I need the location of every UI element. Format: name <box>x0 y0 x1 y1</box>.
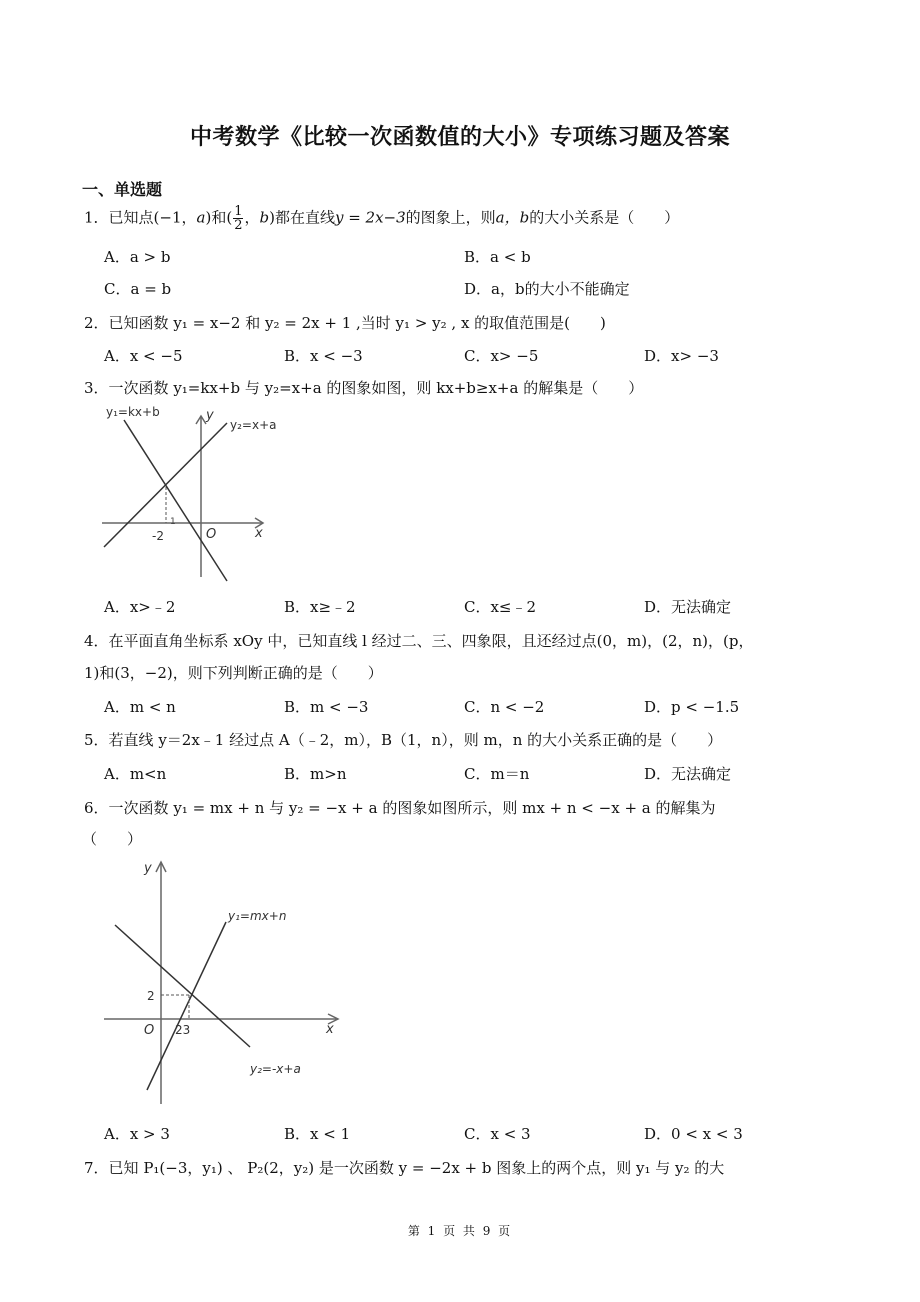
q2-option-c: C．x> −5 <box>464 347 539 365</box>
q4-stem-line2: 1)和(3，−2)，则下列判断正确的是（ ） <box>84 664 383 682</box>
label-x: x <box>326 1022 334 1037</box>
q2-stem: 已知函数 y₁ = x−2 和 y₂ = 2x + 1 ,当时 y₁ > y₂ , x 的取值范围是( ) <box>108 314 606 332</box>
label-23: 23 <box>175 1023 191 1037</box>
svg-text:1: 1 <box>170 517 176 527</box>
q4-option-c: C．n < −2 <box>464 698 545 716</box>
q6-option-b: B．x < 1 <box>284 1125 351 1143</box>
q2-option-a: A．x < −5 <box>104 347 183 365</box>
q1-var-a: a <box>196 208 206 227</box>
q3-option-b: B．x≥﹣2 <box>284 598 356 616</box>
q4-stem-line1: 在平面直角坐标系 xOy 中，已知直线 l 经过二、三、四象限，且还经过点(0，m)，(2，n)，(p， <box>108 632 754 650</box>
q7-stem: 已知 P₁(−3，y₁) 、 P₂(2，y₂) 是一次函数 y = −2x + b 图象上的两个点，则 y₁ 与 y₂ 的大 <box>108 1159 725 1177</box>
label-y2: y₂=-x+a <box>250 1062 301 1076</box>
q3-option-d: D．无法确定 <box>644 598 732 616</box>
q3-option-c: C．x≤﹣2 <box>464 598 537 616</box>
line-y1 <box>124 420 227 581</box>
q1-stem-f: 的大小关系是（ ） <box>529 208 680 227</box>
label-y2: y₂=x+a <box>230 418 277 432</box>
label-2: 2 <box>147 989 155 1003</box>
q1-option-b: B．a < b <box>464 248 531 266</box>
q4-option-a: A．m < n <box>104 698 176 716</box>
label-origin: O <box>206 527 217 542</box>
question-number: 3． <box>84 379 109 397</box>
page-title: 中考数学《比较一次函数值的大小》专项练习题及答案 <box>189 125 730 150</box>
label-origin: O <box>144 1023 155 1038</box>
q5-option-c: C．m＝n <box>464 765 530 783</box>
q3-option-a: A．x>﹣2 <box>104 598 176 616</box>
question-number: 5． <box>84 731 109 749</box>
question-5 <box>84 729 722 750</box>
question-6 <box>84 797 716 818</box>
q1-option-c: C．a = b <box>104 280 172 298</box>
line-y1 <box>147 922 226 1090</box>
q2-option-d: D．x> −3 <box>644 347 719 365</box>
q6-stem-line2: （ ） <box>82 830 143 848</box>
question-3 <box>84 377 643 398</box>
label-y: y <box>144 861 152 876</box>
q5-option-d: D．无法确定 <box>644 765 732 783</box>
question-number: 7． <box>84 1159 109 1177</box>
label-neg2: -2 <box>152 529 164 543</box>
q1-option-d: D．a，b的大小不能确定 <box>464 280 630 298</box>
question-number: 6． <box>84 799 109 817</box>
question-7 <box>84 1157 724 1178</box>
q1-stem-d: )都在直线 <box>269 208 335 227</box>
q6-option-c: C．x < 3 <box>464 1125 531 1143</box>
question-4 <box>84 630 754 651</box>
label-y1: y₁=mx+n <box>228 909 287 923</box>
q5-stem: 若直线 y＝2x﹣1 经过点 A（﹣2，m），B（1，n），则 m，n 的大小关系正确的是（ ） <box>108 731 723 749</box>
question-1 <box>84 205 679 232</box>
q4-option-b: B．m < −3 <box>284 698 369 716</box>
section-heading: 一、单选题 <box>82 180 163 199</box>
question-2 <box>84 312 606 333</box>
q6-option-a: A．x > 3 <box>104 1125 170 1143</box>
question-number: 1． <box>84 208 109 227</box>
page-footer: 第 1 页 共 9 页 <box>407 1224 513 1238</box>
q4-option-d: D．p < −1.5 <box>644 698 740 716</box>
q1-fraction: $\frac{1}{2}$ <box>234 204 243 233</box>
q6-option-d: D．0 < x < 3 <box>644 1125 743 1143</box>
q1-stem-a: 已知点(−1， <box>108 208 197 227</box>
question-number: 2． <box>84 314 109 332</box>
q1-var-b: b <box>259 208 270 227</box>
q1-line: y = 2x−3 <box>334 208 406 227</box>
q1-stem-b: )和( <box>205 208 233 227</box>
q2-option-b: B．x < −3 <box>284 347 363 365</box>
label-y: y <box>206 408 214 423</box>
question-number: 4． <box>84 632 109 650</box>
q1-vars: a，b <box>495 208 530 227</box>
q5-option-a: A．m<n <box>104 765 167 783</box>
label-x: x <box>255 526 263 541</box>
q6-figure <box>100 852 350 1112</box>
label-y1: y₁=kx+b <box>106 405 160 419</box>
q6-stem-line1: 一次函数 y₁ = mx + n 与 y₂ = −x + a 的图象如图所示，则 mx + n < −x + a 的解集为 <box>108 799 716 817</box>
q5-option-b: B．m>n <box>284 765 347 783</box>
q1-stem-e: 的图象上，则 <box>405 208 496 227</box>
q1-option-a: A．a > b <box>104 248 171 266</box>
q1-stem-c: ， <box>244 208 260 227</box>
q3-figure <box>100 402 280 587</box>
q3-stem: 一次函数 y₁=kx+b 与 y₂=x+a 的图象如图，则 kx+b≥x+a 的解集是（ ） <box>108 379 644 397</box>
